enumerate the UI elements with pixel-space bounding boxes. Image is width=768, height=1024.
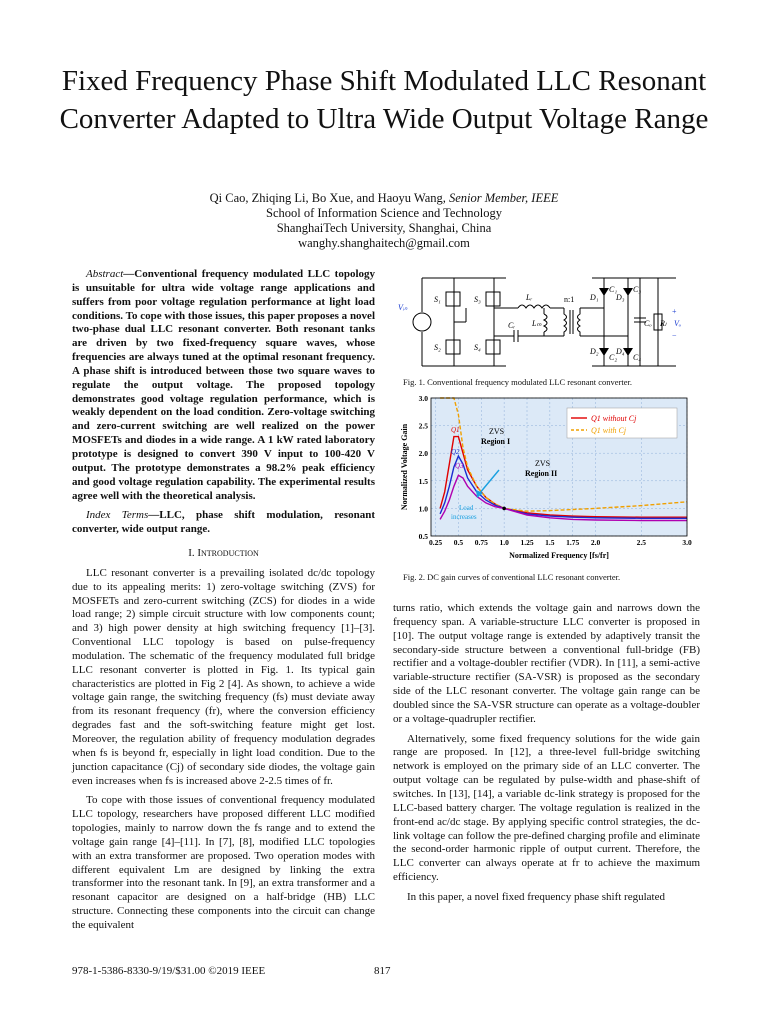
- svg-text:S₂: S₂: [434, 343, 441, 352]
- x-tick-label: 1.0: [499, 538, 509, 547]
- resonant-point-marker: [502, 507, 506, 511]
- right-column: [393, 602, 700, 911]
- y-tick-label: 2.5: [418, 421, 428, 431]
- paragraph: LLC resonant converter is a prevailing isolated dc/dc topology due to its appealing merits: 1) zero-voltage switching (ZVS) for MOSFETs and zero-current switching (ZCS) for diodes in a wide load range; 2) simple circuit structure with low components count; and 3) high power density at high switching frequency [1]–[3]. Conventional LLC topology is based on pulse-frequency modulation. The schematic of the frequency modulated full bridge LLC resonant converter is plotted in Fig. 1. Its typical gain characteristics are plotted in Fig 2 [4]. As shown, to achieve a wide voltage gain range, the switching frequency (fs) must deviate away from its resonant frequency (fr), where the conversion efficiency degrades fast and the soft-switching feature might get lost. Moreover, the regulation ability of frequency modulation degrades when fs is beyond fr, especially in light load condition. Due to the junction capacitance (Cj) of secondary side diodes, the voltage gain even increases when fs is increased above 2-2.5 times of fr.: [72, 566, 375, 787]
- paragraph: Alternatively, some fixed frequency solutions for the wide gain range are proposed. In [12], a three-level full-bridge switching network is employed on the primary side of an LLC converter. The output voltage can be regulated by pulse-width and phase-shift of switches. In [13], [14], a variable dc-link strategy is proposed for the LLC-based battery charger. The voltage regulation is realized in the front-end ac/dc stage. By applying specific control strategies, the dc-link voltage can follow the pre-defined charging profile and eliminate the second-order harmonic ripple of output current. Therefore, the LLC converter can always operate at fr to achieve the maximum efficiency.: [393, 732, 700, 884]
- svg-text:+: +: [672, 307, 677, 316]
- x-tick-label: 1.75: [566, 538, 580, 547]
- x-tick-label: 1.25: [520, 538, 534, 547]
- load-label-2: increases: [451, 513, 477, 521]
- paragraph: To cope with those issues of conventional frequency modulated LLC topology, researchers have proposed different LLC modified topologies, mainly to narrow down the fs range and to extend the voltage gain range [4]–[11]. In [7], [8], modified LLC topologies with an extra transformer are proposed. Two operation modes with different equivalent Lm are designed by linking the extra transformer into the resonant tank. In [9], an extra transformer and a resonant capacitor are designed on a half-bridge (HB) LLC structure. Connecting these components into the circuit can change the equivalent: [72, 794, 375, 931]
- x-tick-label: 0.25: [429, 538, 443, 547]
- x-tick-label: 3.0: [682, 538, 692, 547]
- x-tick-label: 2.0: [590, 538, 601, 547]
- x-axis-label: Normalized Frequency [fs/fr]: [509, 551, 609, 560]
- x-tick-label: 0.75: [474, 538, 488, 547]
- fig2-gain-chart: [399, 392, 695, 564]
- left-column: [72, 268, 375, 939]
- svg-text:D₃: D₃: [616, 293, 625, 302]
- author-block: [60, 191, 708, 251]
- copyright-footer: 978-1-5386-8330-9/19/$31.00 ©2019 IEEE: [72, 965, 266, 977]
- svg-text:D₁: D₁: [590, 293, 599, 302]
- svg-text:Vₒ: Vₒ: [674, 319, 682, 328]
- paragraph: In this paper, a novel fixed frequency phase shift regulated: [407, 890, 665, 903]
- svg-text:S₃: S₃: [474, 295, 481, 304]
- load-label: Load: [459, 504, 474, 512]
- y-axis-label: Normalized Voltage Gain: [400, 423, 409, 511]
- zvs-region-1-sublabel: Region I: [481, 437, 511, 446]
- abstract: Abstract—Conventional frequency modulated LLC topology is unsuitable for ultra wide voltage range applications and suffers from poor voltage regulation performance at light load conditions. To cope with those issues, this paper proposes a novel two-phase dual LLC resonant converter. Both resonant tanks are driven by two fixed-frequency square waves, whose frequencies are always tuned at the optimal resonant frequency. A phase shift is introduced between those two square waves to regulate the output voltage. The proposed topology demonstrates good voltage regulation performance, which is weakly dependent on the load condition. Zero-voltage switching and zero-current switching are well realized on the power MOSFETs and diodes in a wide range. A 1 kW rated laboratory prototype is designed to convert 390 V input to 100-420 V output. The prototype demonstrates a 98.2% peak efficiency and good voltage regulation capability. The experimental results agree well with the theoretical analysis.: [72, 268, 375, 502]
- legend-item-with-cj: Q1 with Cj: [591, 426, 627, 435]
- section-heading-intro: I. Introduction: [188, 547, 259, 560]
- email: wanghy.shanghaitech@gmail.com: [298, 236, 470, 250]
- y-tick-label: 2.0: [418, 449, 428, 459]
- svg-text:C₂: C₂: [609, 353, 618, 362]
- svg-text:Cᵣ: Cᵣ: [508, 321, 516, 330]
- paragraph: turns ratio, which extends the voltage gain and narrows down the frequency span. A variable-structure LLC converter is proposed in [10]. The output voltage range is extended by adaptively transit the secondary-side structure between a conventional full-bridge (FB) rectifier and a voltage-doubler rectifier (VDR). In [11], a semi-active variable-structure rectifier (SA-VSR) is proposed as the secondary side of the LLC resonant converter. The voltage gain range can be doubled since the SA-VSR structure can operate as a voltage-doubler or a voltage-quadrupler rectifier.: [393, 602, 700, 725]
- svg-text:S₁: S₁: [434, 295, 441, 304]
- zvs-region-1-label: ZVS: [489, 427, 505, 436]
- y-tick-label: 1.5: [418, 476, 428, 486]
- zvs-region-2-label: ZVS: [535, 459, 551, 468]
- q1-label: Q1: [451, 426, 460, 434]
- zvs-region-2-sublabel: Region II: [525, 469, 558, 478]
- svg-text:Vᵢₙ: Vᵢₙ: [398, 303, 408, 312]
- svg-text:Lᵣ: Lᵣ: [526, 293, 533, 302]
- svg-text:Cₒ: Cₒ: [644, 319, 652, 328]
- y-tick-label: 0.5: [418, 532, 428, 541]
- svg-text:C₄: C₄: [633, 353, 642, 362]
- fig2-caption: Fig. 2. DC gain curves of conventional LLC resonant converter.: [403, 572, 621, 582]
- svg-text:S₄: S₄: [474, 343, 481, 352]
- svg-text:D₂: D₂: [590, 347, 599, 356]
- x-tick-label: 1.5: [545, 538, 555, 547]
- page-number: 817: [374, 965, 391, 977]
- university: ShanghaiTech University, Shanghai, China: [276, 221, 492, 235]
- index-terms: Index Terms—LLC, phase shift modulation, resonant converter, wide output range.: [72, 509, 375, 536]
- x-tick-label: 2.5: [636, 538, 646, 547]
- author-names: Qi Cao, Zhiqing Li, Bo Xue, and Haoyu Wang, Senior Member, IEEE: [209, 191, 559, 205]
- svg-text:n:1: n:1: [564, 295, 575, 304]
- q2-label: Q2: [451, 448, 460, 456]
- fig1-circuit-diagram: [396, 270, 694, 374]
- y-tick-label: 3.0: [418, 394, 428, 403]
- paper-title: Fixed Frequency Phase Shift Modulated LLC Resonant Converter Adapted to Ultra Wide Output Voltage Range: [59, 65, 709, 135]
- chart-legend: [567, 408, 677, 438]
- legend-item-without-cj: Q1 without Cj: [591, 414, 637, 423]
- affiliation: School of Information Science and Technology: [266, 206, 502, 220]
- svg-text:−: −: [672, 331, 677, 340]
- fig1-caption: Fig. 1. Conventional frequency modulated LLC resonant converter.: [403, 377, 632, 387]
- svg-text:Rₗ: Rₗ: [660, 319, 667, 328]
- svg-text:C₃: C₃: [633, 285, 642, 294]
- q3-label: Q3: [455, 462, 464, 470]
- svg-text:C₁: C₁: [609, 285, 618, 294]
- x-tick-label: 0.5: [453, 538, 464, 547]
- svg-text:D₄: D₄: [616, 347, 625, 356]
- svg-text:Lₘ: Lₘ: [532, 319, 542, 328]
- y-tick-label: 1.0: [418, 504, 428, 514]
